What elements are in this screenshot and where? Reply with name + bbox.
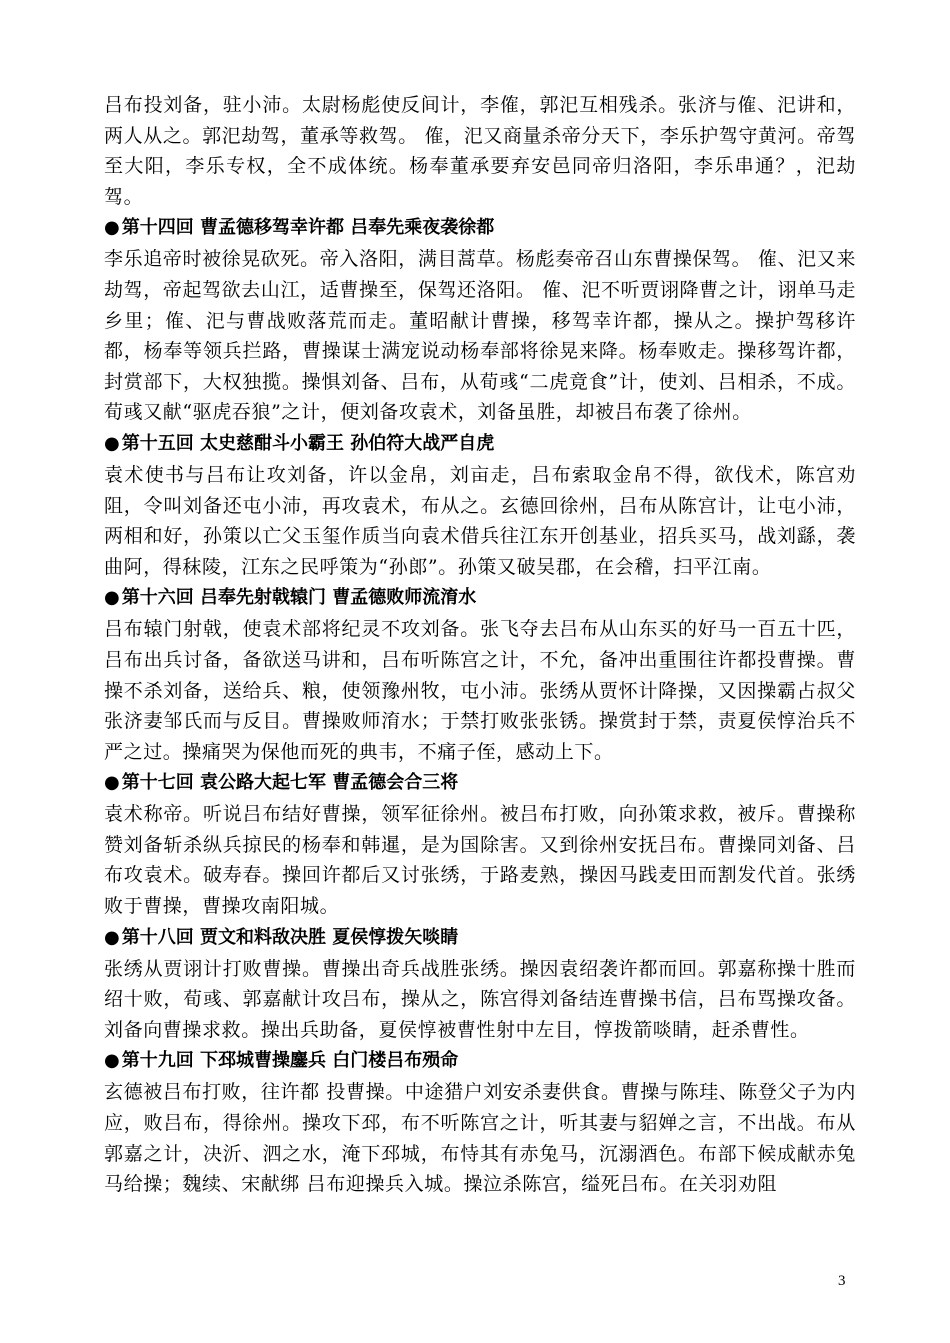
chapter-title: 第十六回 吕奉先射戟辕门 曹孟德败师流淯水	[121, 587, 477, 609]
chapter-title: 第十七回 袁公路大起七军 曹孟德会合三将	[121, 772, 459, 794]
page-number: 3	[838, 1273, 846, 1289]
chapter-summary-14: 李乐追帝时被徐晃砍死。帝入洛阳，满目蒿草。杨彪奏帝召山东曹操保驾。 傕、汜又来劫驾，帝起驾欲去山江，适曹操至，保驾还洛阳。 傕、汜不听贾诩降曹之计，诩单马走乡里；傕、汜与曹战败落荒而走。董昭献计曹操，移驾幸许都，操从之。操护驾移许都，杨奉等领兵拦路，曹操谋士满宠说动杨奉部将徐晃来降。杨奉败走。操移驾许都，封赏部下，大权独揽。操惧刘备、吕布，从荀彧“二虎竟食”计，使刘、吕相杀，不成。荀彧又献“驱虎吞狼”之计，便刘备攻袁术，刘备虽胜，却被吕布袭了徐州。	[104, 248, 856, 424]
chapter-summary-19: 玄德被吕布打败，往许都 投曹操。中途猎户刘安杀妻供食。曹操与陈珪、陈登父子为内应，败吕布，得徐州。操攻下邳，布不听陈宫之计，听其妻与貂婵之言，不出战。布从郭嘉之计，决沂、泗之水，淹下邳城，布恃其有赤兔马，沉溺酒色。布部下候成献赤兔马给操；魏续、宋献绑 吕布迎操兵入城。操泣杀陈宫，缢死吕布。在关羽劝阻	[104, 1081, 856, 1196]
chapter-title: 第十八回 贾文和料敌决胜 夏侯惇拨矢啖睛	[121, 926, 459, 948]
chapter-title: 第十四回 曹孟德移驾幸许都 吕奉先乘夜袭徐都	[121, 217, 495, 239]
document-page	[104, 90, 856, 1200]
chapter-title: 第十五回 太史慈酣斗小霸王 孙伯符大战严自虎	[121, 432, 495, 454]
chapter-heading-16	[104, 583, 856, 613]
bullet-icon: ●	[104, 772, 120, 794]
paragraph-13-intro: 吕布投刘备，驻小沛。太尉杨彪使反间计，李傕，郭汜互相残杀。张济与傕、汜讲和，两人从之。郭汜劫驾，董承等救驾。 傕，汜又商量杀帝分天下，李乐护驾守黄河。帝驾至大阳，李乐专权，全不成体统。杨奉董承要弃安邑同帝归洛阳，李乐串通？，汜劫驾。	[104, 94, 856, 208]
chapter-heading-18	[104, 923, 856, 953]
bullet-icon: ●	[104, 1050, 120, 1072]
chapter-summary-18: 张绣从贾诩计打败曹操。曹操出奇兵战胜张绣。操因袁绍袭许都而回。郭嘉称操十胜而绍十败，荀彧、郭嘉献计攻吕布，操从之，陈宫得刘备结连曹操书信，吕布骂操攻备。刘备向曹操求救。操出兵助备，夏侯惇被曹性射中左目，惇拨箭啖睛，赶杀曹性。	[104, 957, 856, 1041]
chapter-title: 第十九回 下邳城曹操鏖兵 白门楼吕布殒命	[121, 1050, 459, 1072]
bullet-icon: ●	[104, 587, 120, 609]
chapter-summary-16: 吕布辕门射戟，使袁术部将纪灵不攻刘备。张飞夺去吕布从山东买的好马一百五十匹，吕布出兵讨备，备欲送马讲和，吕布听陈宫之计，不允，备冲出重围往许都投曹操。曹操不杀刘备，送给兵、粮，使领豫州牧，屯小沛。张绣从贾怀计降操，又因操霸占叔父张济妻邹氏而与反目。曹操败师淯水；于禁打败张张锈。操赏封于禁，责夏侯惇治兵不严之过。操痛哭为保他而死的典韦，不痛子侄，感动上下。	[104, 618, 856, 763]
chapter-heading-17	[104, 768, 856, 798]
chapter-heading-14	[104, 213, 856, 243]
bullet-icon: ●	[104, 217, 120, 239]
chapter-heading-19	[104, 1046, 856, 1076]
bullet-icon: ●	[104, 926, 120, 948]
chapter-summary-15: 袁术使书与吕布让攻刘备，许以金帛，刘亩走，吕布索取金帛不得，欲伐术，陈宫劝阻，令叫刘备还屯小沛，再攻袁术，布从之。玄德回徐州，吕布从陈宫计，让屯小沛，两相和好，孙策以亡父玉玺作质当向袁术借兵往江东开创基业，招兵买马，战刘繇，袭曲阿，得秣陵，江东之民呼策为“孙郎”。孙策又破吴郡，在会稽，扫平江南。	[104, 463, 856, 578]
chapter-summary-17: 袁术称帝。听说吕布结好曹操，领军征徐州。被吕布打败，向孙策求救，被斥。曹操称赞刘备斩杀纵兵掠民的杨奉和韩暹，是为国除害。又到徐州安抚吕布。曹操同刘备、吕布攻袁术。破寿春。操回许都后又讨张绣，于路麦熟，操因马践麦田而割发代首。张绣败于曹操，曹操攻南阳城。	[104, 803, 856, 918]
chapter-heading-15	[104, 429, 856, 459]
bullet-icon: ●	[104, 432, 120, 454]
